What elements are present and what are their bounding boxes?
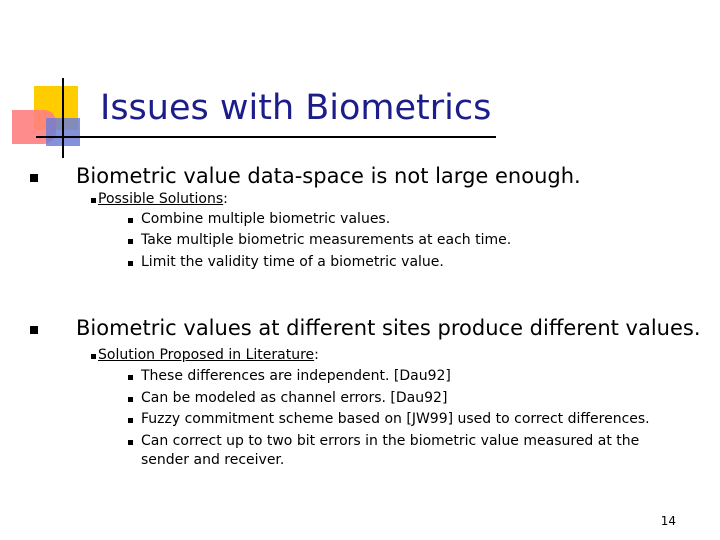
bullet-1-item-2: Take multiple biometric measurements at each time. xyxy=(141,232,512,248)
bullet-square-icon xyxy=(91,198,96,203)
bullet-square-icon xyxy=(128,239,133,244)
bullet-square-icon xyxy=(128,397,133,402)
bullet-square-icon xyxy=(30,326,38,334)
slide-title: Issues with Biometrics xyxy=(100,88,492,128)
bullet-square-icon xyxy=(128,418,133,423)
bullet-2-item-1: These differences are independent. [Dau92] xyxy=(141,368,451,384)
bullet-1-item-1: Combine multiple biometric values. xyxy=(141,211,391,227)
bullet-square-icon xyxy=(128,375,133,380)
bullet-1-item-3: Limit the validity time of a biometric value. xyxy=(141,254,444,270)
decor-vertical-line xyxy=(62,78,64,158)
bullet-2-sub-label: Solution Proposed in Literature: xyxy=(98,347,319,363)
bullet-2-item-4: Can correct up to two bit errors in the biometric value measured at the xyxy=(141,433,640,449)
bullet-square-icon xyxy=(91,354,96,359)
bullet-2-item-4-continuation: sender and receiver. xyxy=(141,452,285,468)
bullet-square-icon xyxy=(30,174,38,182)
bullet-2-text: Biometric values at different sites produce different values. xyxy=(76,316,701,340)
bullet-square-icon xyxy=(128,261,133,266)
bullet-square-icon xyxy=(128,440,133,445)
bullet-1-sub-label: Possible Solutions: xyxy=(98,191,228,207)
bullet-2-item-2: Can be modeled as channel errors. [Dau92] xyxy=(141,390,448,406)
bullet-1-text: Biometric value data-space is not large enough. xyxy=(76,164,581,188)
bullet-square-icon xyxy=(128,218,133,223)
bullet-2-item-3: Fuzzy commitment scheme based on [JW99] used to correct differences. xyxy=(141,411,650,427)
decor-horizontal-line xyxy=(36,136,496,138)
page-number: 14 xyxy=(660,514,676,528)
